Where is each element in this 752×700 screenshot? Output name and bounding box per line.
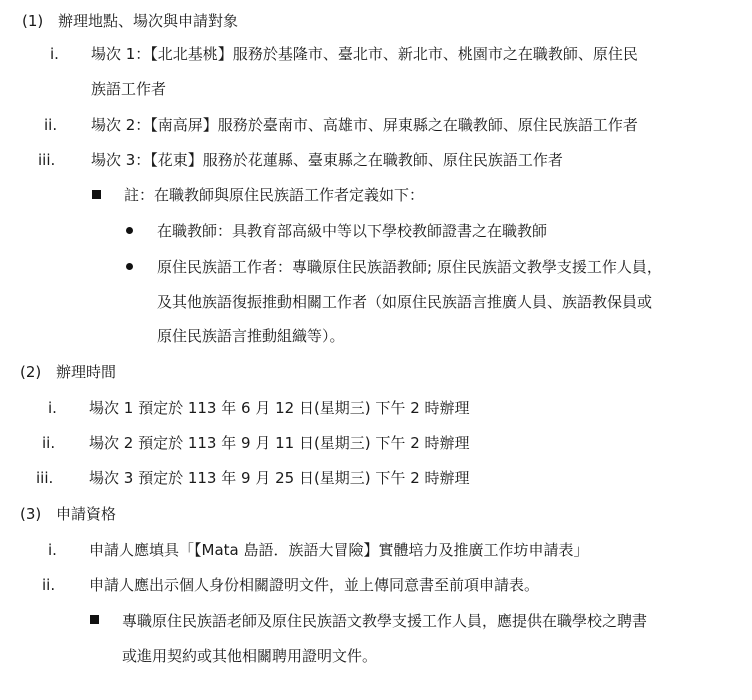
section-1-item-2-number: ii. bbox=[44, 116, 58, 134]
section-3-item-1-text: 申請人應填具「【Mata 島語．族語大冒險】實體培力及推廣工作坊申請表」 bbox=[89, 541, 589, 559]
definition-worker-line-1: 原住民族語工作者：專職原住民族語教師; 原住民族語文教學支援工作人員， bbox=[157, 258, 662, 276]
round-bullet-icon bbox=[126, 227, 133, 234]
section-1-item-3-number: iii. bbox=[38, 151, 56, 169]
note-title: 註：在職教師與原住民族語工作者定義如下： bbox=[124, 186, 425, 204]
square-bullet-icon bbox=[92, 190, 101, 199]
section-2-item-3-text: 場次 3 預定於 113 年 9 月 25 日(星期三) 下午 2 時辦理 bbox=[89, 469, 470, 487]
section-3-note-line-2: 或進用契約或其他相關聘用證明文件。 bbox=[122, 647, 378, 665]
definition-worker-line-2: 及其他族語復振推動相關工作者（如原住民族語言推廣人員、族語教保員或 bbox=[157, 293, 653, 311]
section-3-note-line-1: 專職原住民族語老師及原住民族語文教學支援工作人員，應提供在職學校之聘書 bbox=[122, 612, 648, 630]
section-3-title: 申請資格 bbox=[56, 505, 117, 523]
section-1-item-3-text: 場次 3：【花東】服務於花蓮縣、臺東縣之在職教師、原住民族語工作者 bbox=[91, 151, 563, 169]
section-2-item-1-text: 場次 1 預定於 113 年 6 月 12 日(星期三) 下午 2 時辦理 bbox=[89, 399, 470, 417]
section-1-item-1-line-2: 族語工作者 bbox=[91, 80, 167, 98]
section-3-item-1-number: i. bbox=[48, 541, 57, 559]
section-1-title: 辦理地點、場次與申請對象 bbox=[58, 12, 239, 30]
square-bullet-icon bbox=[90, 615, 99, 624]
section-1-number: (1) bbox=[22, 12, 44, 30]
section-1-item-1-line-1: 場次 1：【北北基桃】服務於基隆市、臺北市、新北市、桃園市之在職教師、原住民 bbox=[91, 45, 638, 63]
definition-worker-line-3: 原住民族語言推動組織等）。 bbox=[157, 327, 345, 345]
section-2-item-2-text: 場次 2 預定於 113 年 9 月 11 日(星期三) 下午 2 時辦理 bbox=[89, 434, 470, 452]
section-1-item-1-number: i. bbox=[50, 45, 59, 63]
definition-teacher: 在職教師：具教育部高級中等以下學校教師證書之在職教師 bbox=[157, 222, 548, 240]
section-2-item-1-number: i. bbox=[48, 399, 57, 417]
section-2-item-3-number: iii. bbox=[36, 469, 54, 487]
section-2-title: 辦理時間 bbox=[56, 363, 117, 381]
section-3-number: (3) bbox=[20, 505, 42, 523]
section-2-number: (2) bbox=[20, 363, 42, 381]
section-1-item-2-text: 場次 2：【南高屏】服務於臺南市、高雄市、屏東縣之在職教師、原住民族語工作者 bbox=[91, 116, 638, 134]
section-3-item-2-number: ii. bbox=[42, 576, 56, 594]
round-bullet-icon bbox=[126, 263, 133, 270]
section-2-item-2-number: ii. bbox=[42, 434, 56, 452]
section-3-item-2-text: 申請人應出示個人身份相關證明文件，並上傳同意書至前項申請表。 bbox=[89, 576, 540, 594]
